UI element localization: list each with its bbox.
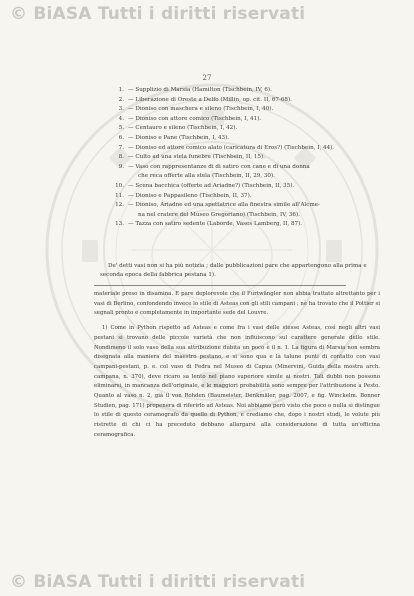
footnote-paragraph: 1) Come in Python rispetto ad Asteas e come fra i vasi delle stesse Asteas, così negli altri vasi pestani si trovano delle piccole varietà che non influiscono sul carattere generale dello stile. Nondimeno il solo vaso della sua attribuzione dubita un poco è il n. 1. La figura di Marsia non sembra disegnata alla maniera del maestro pestano, e si sono qua e là talune punti di contatto con vasi campani-pestani, p. e. col vaso di Fedra nel Museo di Capua (Minervini, Guida della mostra arch. campana, n. 370), deve ricaro sa lento nel piano superiore simile ai nostri. Tali dubbi non possono eliminarsi, in mancanza dell'originale, e le maggiori probabilità sono sempre per l'attribuzione a Pesto. Quanto al vaso n. 2, già il von Rohden (Baumeister, Denkmäler, pag. 2007, e fig. Winckelm. Bonner Studien, pag. 171) propenera di riferirlo ad Asteas. Noi abbiamo però visto che poco o nulla si distingue lo stile di questo ceramografo da quello di Python, e crediamo che, dopo i nostri studi, le volute più ristrette di chi ci ha preceduto debbano allargarsi alla considerazione di tutta un'officina ceramografica. — [94, 325, 380, 438]
list-item: 5. — Centauro e sileno (Tischbein, I, 42). — [118, 125, 238, 132]
list-item-continuation: na nel cratere del Museo Gregoriano) (Tischbein, IV, 36). — [138, 211, 300, 218]
footnote-body — [94, 290, 380, 441]
list-item: 1. — Supplizio di Marsia (Hamilton (Tischbein, IV, 6). — [118, 87, 272, 93]
watermark-banner-bottom: © BiASA Tutti i diritti riservati — [10, 572, 306, 592]
list-item: 2. — Liberazione di Oreste a Delfo (Millin, op. cit. II, 67-68). — [118, 96, 292, 103]
list-item: 6. — Dioniso e Pane (Tischbein, I, 43). — [118, 134, 230, 141]
footnote-divider — [94, 285, 346, 286]
list-item-continuation: che reca offerte alla stela (Tischbein, II, 29, 30). — [138, 173, 275, 180]
watermark-banner-top: © BiASA Tutti i diritti riservati — [10, 4, 306, 24]
intro-paragraph: De' detti vasi non si ha più notizia ; dalle pubblicazioni pare che appartengono alla prima e seconda epoca della fabbrica pestana 1). — [100, 263, 367, 278]
list-item: 3. — Dioniso con maschera e sileno (Tischbein, I, 40). — [118, 106, 274, 113]
list-item: 11. — Dioniso e Pappasileno (Tischbein, II, 37). — [115, 192, 252, 199]
vase-list — [110, 86, 410, 230]
body-paragraph: materiale preso in disamina. E pare deplorevole che il Furtwängler non abbia trattato altrettanto per i vasi di Berlino, confondendo invece lo stile di Asteas con gli stili campani ; nè ha trovato che il Pottier si segnali pronto e completamente in importante sede del Louvre. — [94, 291, 380, 317]
list-item: 10. — Scena bacchica (offerte ad Ariadne?) (Tischbein, II, 35). — [115, 182, 295, 189]
list-item: 4. — Dioniso con attore comico (Tischbein, I, 41). — [118, 115, 262, 122]
list-item: 13. — Tazza con satiro sedente (Laborde, Vases Lamberg, II, 87). — [115, 221, 303, 228]
page-number: 27 — [202, 74, 212, 82]
list-item: 12. — Dioniso, Ariadne ed una spettatrice alla finestra simile all'Alcme- — [115, 202, 320, 209]
list-item: 9. — Vaso con rappresentanze di di satiro con cane e di una donna — [118, 163, 310, 170]
list-item: 8. — Culto ad una stela funebre (Tischbein, II, 15). — [118, 154, 265, 161]
list-item: 7. — Dioniso ed attore comico alato (caricatura di Eros?) (Tischbein, I, 44). — [118, 144, 335, 151]
